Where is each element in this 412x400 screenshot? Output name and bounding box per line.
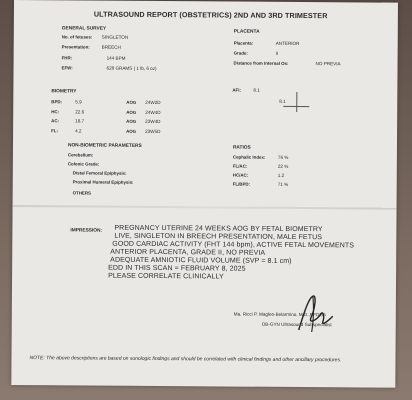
distal-femoral-label: Distal Femoral Epiphysis:: [72, 170, 127, 176]
impression-line: PLEASE CORRELATE CLINICALLY: [108, 272, 224, 281]
proximal-humeral-label: Proximal Humeral Epiphysis:: [72, 179, 134, 185]
impression-line: LIVE, SINGLETON IN BREECH PRESENTATION, MALE FETUS: [114, 232, 323, 242]
ratios-heading: RATIOS: [232, 145, 251, 151]
general-survey-heading: GENERAL SURVEY: [61, 26, 107, 32]
placenta-heading: PLACENTA: [233, 29, 260, 35]
internal-os-value: NO PREVIA: [315, 61, 341, 67]
hc-ac-label: HC/AC:: [232, 172, 249, 178]
impression-line: ADEQUATE AMNIOTIC FLUID VOLUME (SVP = 8.1 cm): [110, 256, 292, 265]
internal-os-label: Distance from Internal Os:: [233, 60, 289, 66]
ac-aog-label: AOG: [126, 118, 137, 124]
presentation-label: Presentation:: [61, 44, 90, 50]
afi-quadrant-vline: [296, 92, 297, 112]
placenta-label: Placenta:: [233, 40, 254, 46]
grade-label: Grade:: [233, 50, 248, 56]
bpd-label: BPD:: [51, 99, 63, 105]
fl-value: 4.2: [75, 128, 82, 134]
fl-aog-value: 23W5D: [145, 128, 161, 135]
afi-label: AFI:: [232, 87, 241, 93]
afi-value: 8.1: [253, 87, 260, 93]
signatory-name: Ma. Ricci P. Magleo-Belarmino, M.D.,FPOGS: [233, 311, 326, 318]
fl-ac-label: FL/AC:: [232, 163, 248, 169]
bpd-value: 5.9: [75, 99, 82, 105]
ac-value: 18.7: [75, 118, 85, 124]
disclaimer-note: NOTE: The above descriptions are based on sonologic findings and should be correlated with clinical findings and other ancillary procedures.: [29, 355, 342, 364]
hc-ac-value: 1.2: [277, 172, 285, 178]
non-biometric-heading: NON-BIOMETRIC PARAMETERS: [67, 143, 142, 149]
impression-label: IMPRESSION:: [70, 228, 103, 234]
signatory-title: OB-GYN Ultrasound Subspecialist: [261, 321, 332, 328]
fl-ac-value: 22 %: [277, 163, 289, 169]
placenta-value: ANTERIOR: [275, 40, 300, 46]
impression-line: EDD IN THIS SCAN = FEBRUARY 8, 2025: [108, 264, 246, 273]
bpd-aog-label: AOG: [126, 99, 137, 105]
fhr-label: FHR:: [61, 55, 73, 61]
ac-aog-value: 23W4D: [145, 118, 161, 125]
bpd-aog-value: 24W2D: [145, 99, 161, 106]
hc-label: HC:: [51, 109, 60, 115]
presentation-value: BREECH: [101, 44, 121, 50]
impression-line: ANTERIOR PLACENTA, GRADE II, NO PREVIA: [110, 248, 266, 257]
hc-value: 22.6: [75, 109, 85, 115]
colonic-grade-label: Colonic Grade:: [67, 161, 100, 167]
fetuses-label: No. of fetuses:: [61, 34, 93, 40]
fl-bpd-value: 71 %: [277, 181, 289, 187]
cephalic-index-value: 76 %: [277, 154, 289, 160]
cephalic-index-label: Cephalic Index:: [232, 154, 266, 160]
report-title: ULTRASOUND REPORT (OBSTETRICS) 2ND AND 3RD TRIMESTER: [93, 9, 328, 21]
fl-bpd-label: FL/BPD:: [232, 181, 251, 187]
afi-quadrant-hline: [283, 106, 309, 107]
hc-aog-value: 24W4D: [145, 109, 161, 116]
efw-label: EFW:: [61, 65, 73, 71]
paper-fold: [13, 205, 397, 210]
grade-value: II: [275, 50, 279, 56]
fhr-value: 144 BPM: [106, 55, 126, 61]
biometry-heading: BIOMETRY: [51, 89, 77, 95]
fl-label: FL:: [51, 128, 58, 134]
fl-aog-label: AOG: [126, 128, 137, 134]
efw-value: 628 GRAMS ( 1 lb, 6 oz): [106, 65, 157, 71]
ac-label: AC:: [51, 118, 59, 124]
cerebellum-label: Cerebellum:: [67, 152, 94, 158]
afi-quadrant-value: 8.1: [279, 98, 286, 104]
report-paper: [11, 0, 398, 388]
impression-line: PREGNANCY UTERINE 24 WEEKS AOG BY FETAL BIOMETRY: [114, 224, 323, 234]
impression-line: GOOD CARDIAC ACTIVITY (FHT 144 bpm), ACTIVE FETAL MOVEMENTS: [112, 240, 355, 250]
fetuses-value: SINGLETON: [101, 34, 129, 40]
others-label: OTHERS: [72, 190, 91, 196]
hc-aog-label: AOG: [126, 109, 137, 115]
